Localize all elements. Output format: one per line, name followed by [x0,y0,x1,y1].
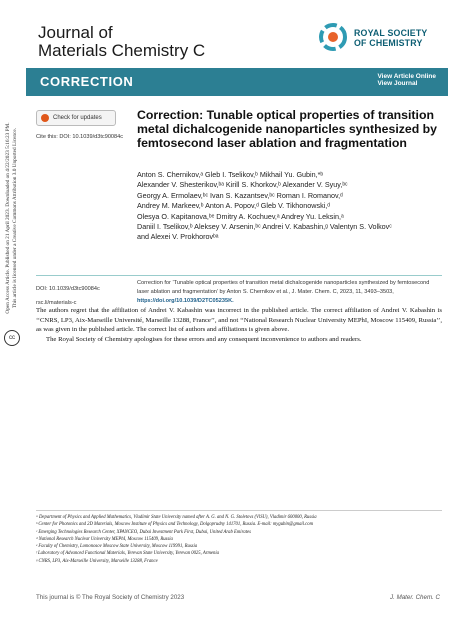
open-access-line1: Open Access Article. Published on 21 April 2023. Downloaded on 4/22/2023 5:16:23 PM. [5,122,11,314]
affiliation: ᶠ Laboratory of Advanced Functional Materials, Yerevan State University, Yerevan 0025, Armenia [36,551,220,557]
article-type-label: CORRECTION [40,74,134,89]
footer-journal [390,594,440,601]
correction-for-text: Correction for ‘Tunable optical properties of transition metal dichalcogenide nanoparticles synthesized by femtosecond laser ablation and fragmentation’ by Anton S. Chernikov et al., J. Mater. Chem. C, 2023, 11, 3493–3503, [137,280,430,295]
journal-site-link[interactable]: rsc.li/materials-c [36,300,77,306]
original-article-doi-link[interactable]: https://doi.org/10.1039/D2TC05235K. [137,298,234,304]
view-article-online-link[interactable]: View Article Online [377,73,436,80]
creative-commons-icon[interactable]: cc [4,330,20,346]
author-line: and Alexei V. Prokhorovᵇᵃ [137,232,219,242]
doi[interactable]: DOI: 10.1039/d3tc90084c [36,286,100,292]
view-links [377,73,436,87]
author-line: Andrey M. Markeev,ᵇ Anton A. Popov,ᵈ Gleb V. Tikhonowski,ᵈ [137,201,330,211]
update-icon [41,114,49,122]
check-for-updates-button[interactable] [36,110,116,126]
open-access-line2: This article is licensed under a Creative Commons Attribution 3.0 Unported Licence. [12,127,18,309]
journal-title-line2: Materials Chemistry C [38,41,206,60]
affiliation: ᵃ Department of Physics and Applied Mathematics, Vladimir State University named after A. G. and N. G. Stoletovs (VlSU), Vladimir 600000, Russia [36,515,317,520]
author-list [137,170,437,243]
affiliations [36,514,442,565]
publisher-line1: ROYAL SOCIETY [354,28,428,38]
author-line: Daniil I. Tselikov,ᵇ Aleksey V. Arsenin,ᵇᶜ Andrei V. Kabashin,ᵍ Valentyn S. Volkovᶜ [137,222,392,232]
publisher-logo[interactable] [318,22,448,54]
correction-for [137,279,442,306]
affiliation: ᵈ National Research Nuclear University MEPhI, Moscow 115409, Russia [36,536,173,542]
body-paragraph: The Royal Society of Chemistry apologises for these errors and any consequent inconvenience to authors and readers. [46,335,362,343]
affiliation: ᵇ Center for Photonics and 2D Materials, Moscow Institute of Physics and Technology, Dolgoprudny 141701, Russia. E-mail: mygubin@gmail.com [36,522,313,528]
journal-title-line1: Journal of [38,23,113,42]
correction-body [36,306,442,344]
footer-journal-name: J. Mater. Chem. C [390,594,440,601]
journal-title [38,24,205,60]
body-paragraph: The authors regret that the affiliation of Andrei V. Kabashin was incorrect in the published article. The correct affiliation of Andrei V. Kabashin is ‘‘CNRS, LP3, Aix-Marseille Université, Marseille 13288, France’’, and not ‘‘National Research Nuclear University MEPhI, Moscow 115409, Russia’’, as was given in the published article. The correct list of authors and affiliations is given above. [36,307,442,333]
affiliation: ᶜ Emerging Technologies Research Center, XPANCEO, Dubai Investment Park First, Dubai, United Arab Emirates [36,529,251,535]
footnote-divider [36,510,442,511]
publisher-line2: OF CHEMISTRY [354,38,423,48]
affiliation: ᵉ Faculty of Chemistry, Lomonosov Moscow State University, Moscow 119991, Russia [36,544,198,550]
footer-copyright: This journal is © The Royal Society of Chemistry 2023 [36,594,185,601]
author-line: Alexander V. Shesterikov,ᵇᵃ Kirill S. Khorkov,ᵇ Alexander V. Syuy,ᵇᶜ [137,180,348,190]
affiliation: ᵍ CNRS, LP3, Aix-Marseille University, Marseille 13288, France [36,558,158,564]
author-line: Olesya O. Kapitanova,ᵇᵉ Dmitry A. Kochuev,ᵃ Andrey Yu. Leksin,ᵃ [137,211,344,221]
rsc-emblem-icon [318,22,348,52]
publisher-name [354,28,427,48]
view-journal-link[interactable]: View Journal [377,80,418,87]
check-for-updates-label: Check for updates [53,115,102,121]
article-type-banner [26,68,448,96]
author-line: Anton S. Chernikov,ᵃ Gleb I. Tselikov,ᵇ Mikhail Yu. Gubin,*ᵇ [137,170,324,179]
open-access-notice [5,122,19,313]
article-title: Correction: Tunable optical properties of transition metal dichalcogenide nanoparticles synthesized by femtosecond laser ablation and fragmentation [137,108,437,150]
cite-this: Cite this: DOI: 10.1039/d3tc90084c [36,134,124,140]
divider [36,275,442,276]
author-line: Georgy A. Ermolaev,ᵇᶜ Ivan S. Kazantsev,ᵇᶜ Roman I. Romanov,ᵈ [137,190,343,200]
open-access-sidebar [0,100,24,360]
